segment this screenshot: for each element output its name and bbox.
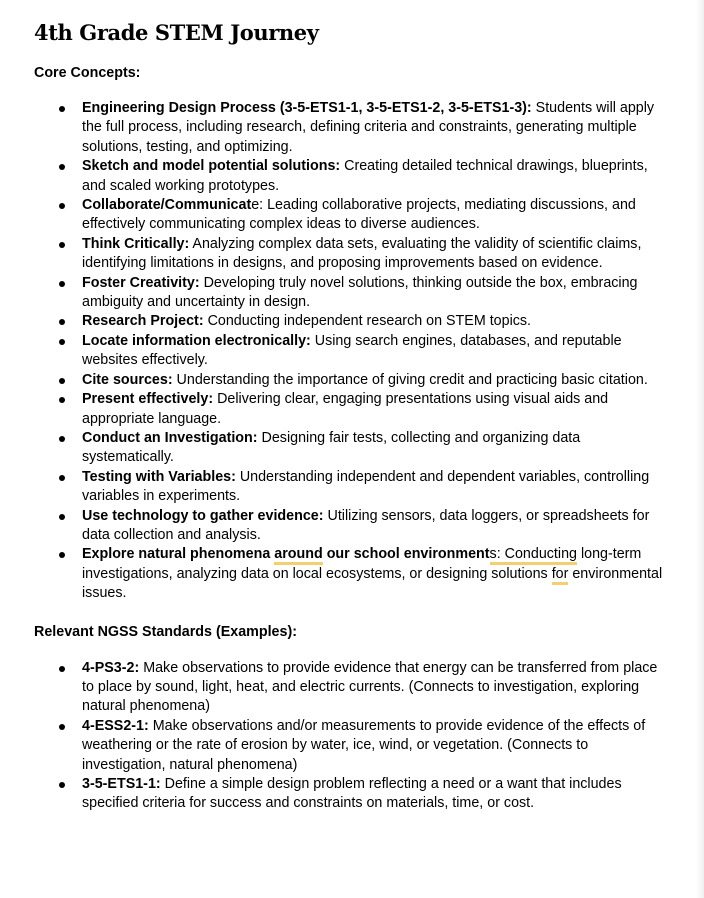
list-item <box>34 429 664 468</box>
item-text: Delivering clear, engaging presentations using visual aids and appropriate language. <box>82 391 609 427</box>
list-item <box>34 468 664 507</box>
list-item <box>34 659 664 717</box>
item-term: Engineering Design Process (3-5-ETS1-1, 3-5-ETS1-2, 3-5-ETS1-3): <box>82 100 532 116</box>
item-text: Creating detailed technical drawings, blueprints, and scaled working prototypes. <box>82 158 648 194</box>
item-term: Foster Creativity: <box>82 274 200 291</box>
list-item <box>34 717 664 775</box>
page-edge <box>696 0 704 898</box>
list-item <box>34 312 664 331</box>
item-term: Sketch and model potential solutions: <box>82 158 341 175</box>
list-item <box>34 332 664 371</box>
item-text: Students will apply the full process, including research, defining criteria and constraints, generating multiple solutions, testing, and optimizing. <box>82 100 655 155</box>
item-text: Using search engines, databases, and reputable websites effectively. <box>82 332 622 369</box>
comment-highlight[interactable]: for <box>552 566 569 585</box>
list-item <box>34 775 664 814</box>
item-text: long-term investigations, analyzing data on local ecosystems, or designing solutions <box>82 546 642 582</box>
item-term: Locate information electronically: <box>82 332 311 349</box>
item-term: Present effectively: <box>82 391 214 408</box>
comment-highlight[interactable]: around <box>274 546 322 565</box>
item-term: Research Project: <box>82 313 204 330</box>
list-item <box>34 157 664 196</box>
item-text: Conducting independent research on STEM topics. <box>203 313 532 330</box>
item-text: Understanding independent and dependent variables, controlling variables in experiments. <box>82 468 650 505</box>
item-term: Think Critically: <box>82 235 190 252</box>
item-term: Testing with Variables: <box>82 468 236 485</box>
list-item <box>34 371 664 390</box>
standard-code: 4-ESS2-1: <box>82 717 149 734</box>
item-text: e: Leading collaborative projects, mediating discussions, and effectively communicating complex ideas to diverse audiences. <box>82 197 636 233</box>
list-item <box>34 99 664 157</box>
item-term: Use technology to gather evidence: <box>82 507 324 524</box>
list-item <box>34 196 664 235</box>
item-term: Collaborate/Communicat <box>82 197 252 214</box>
list-item <box>34 390 664 429</box>
list-item <box>34 507 664 546</box>
item-term: Conduct an Investigation: <box>82 429 258 446</box>
core-concepts-list <box>34 99 664 604</box>
standard-text: Define a simple design problem reflecting a need or a want that includes specified criteria for success and constraints on materials, time, or cost. <box>82 776 622 812</box>
item-term: Cite sources: <box>82 371 173 388</box>
ngss-heading: Relevant NGSS Standards (Examples): <box>34 623 297 640</box>
ngss-standards-list <box>34 659 664 814</box>
item-term: our school environment <box>322 546 490 563</box>
item-text: environmental issues. <box>82 565 663 602</box>
list-item <box>34 274 664 313</box>
list-item <box>34 235 664 274</box>
standard-text: Make observations to provide evidence that energy can be transferred from place to place by sound, light, heat, and electric currents. (Connects to investigation, exploring natural phenomena) <box>82 659 658 715</box>
item-term: Explore natural phenomena <box>82 546 275 563</box>
document-body <box>34 18 664 814</box>
item-text: Understanding the importance of giving credit and practicing basic citation. <box>172 371 648 388</box>
list-item <box>34 545 664 603</box>
standard-text: Make observations and/or measurements to provide evidence of the effects of weathering or the rate of erosion by water, ice, wind, or vegetation. (Connects to investigation, natural phenomena) <box>82 717 646 773</box>
core-concepts-heading: Core Concepts: <box>34 65 141 81</box>
comment-highlight[interactable]: s: Conducting <box>490 546 577 565</box>
item-text: Analyzing complex data sets, evaluating the validity of scientific claims, identifying limitations in designs, and proposing improvements based on evidence. <box>82 235 642 272</box>
item-text: Developing truly novel solutions, thinking outside the box, embracing ambiguity and uncertainty in design. <box>82 274 638 311</box>
standard-code: 3-5-ETS1-1: <box>82 776 161 792</box>
item-text: Designing fair tests, collecting and organizing data systematically. <box>82 429 581 466</box>
item-text: Utilizing sensors, data loggers, or spreadsheets for data collection and analysis. <box>82 507 650 543</box>
standard-code: 4-PS3-2: <box>82 659 140 676</box>
document-title: 4th Grade STEM Journey <box>34 20 319 45</box>
